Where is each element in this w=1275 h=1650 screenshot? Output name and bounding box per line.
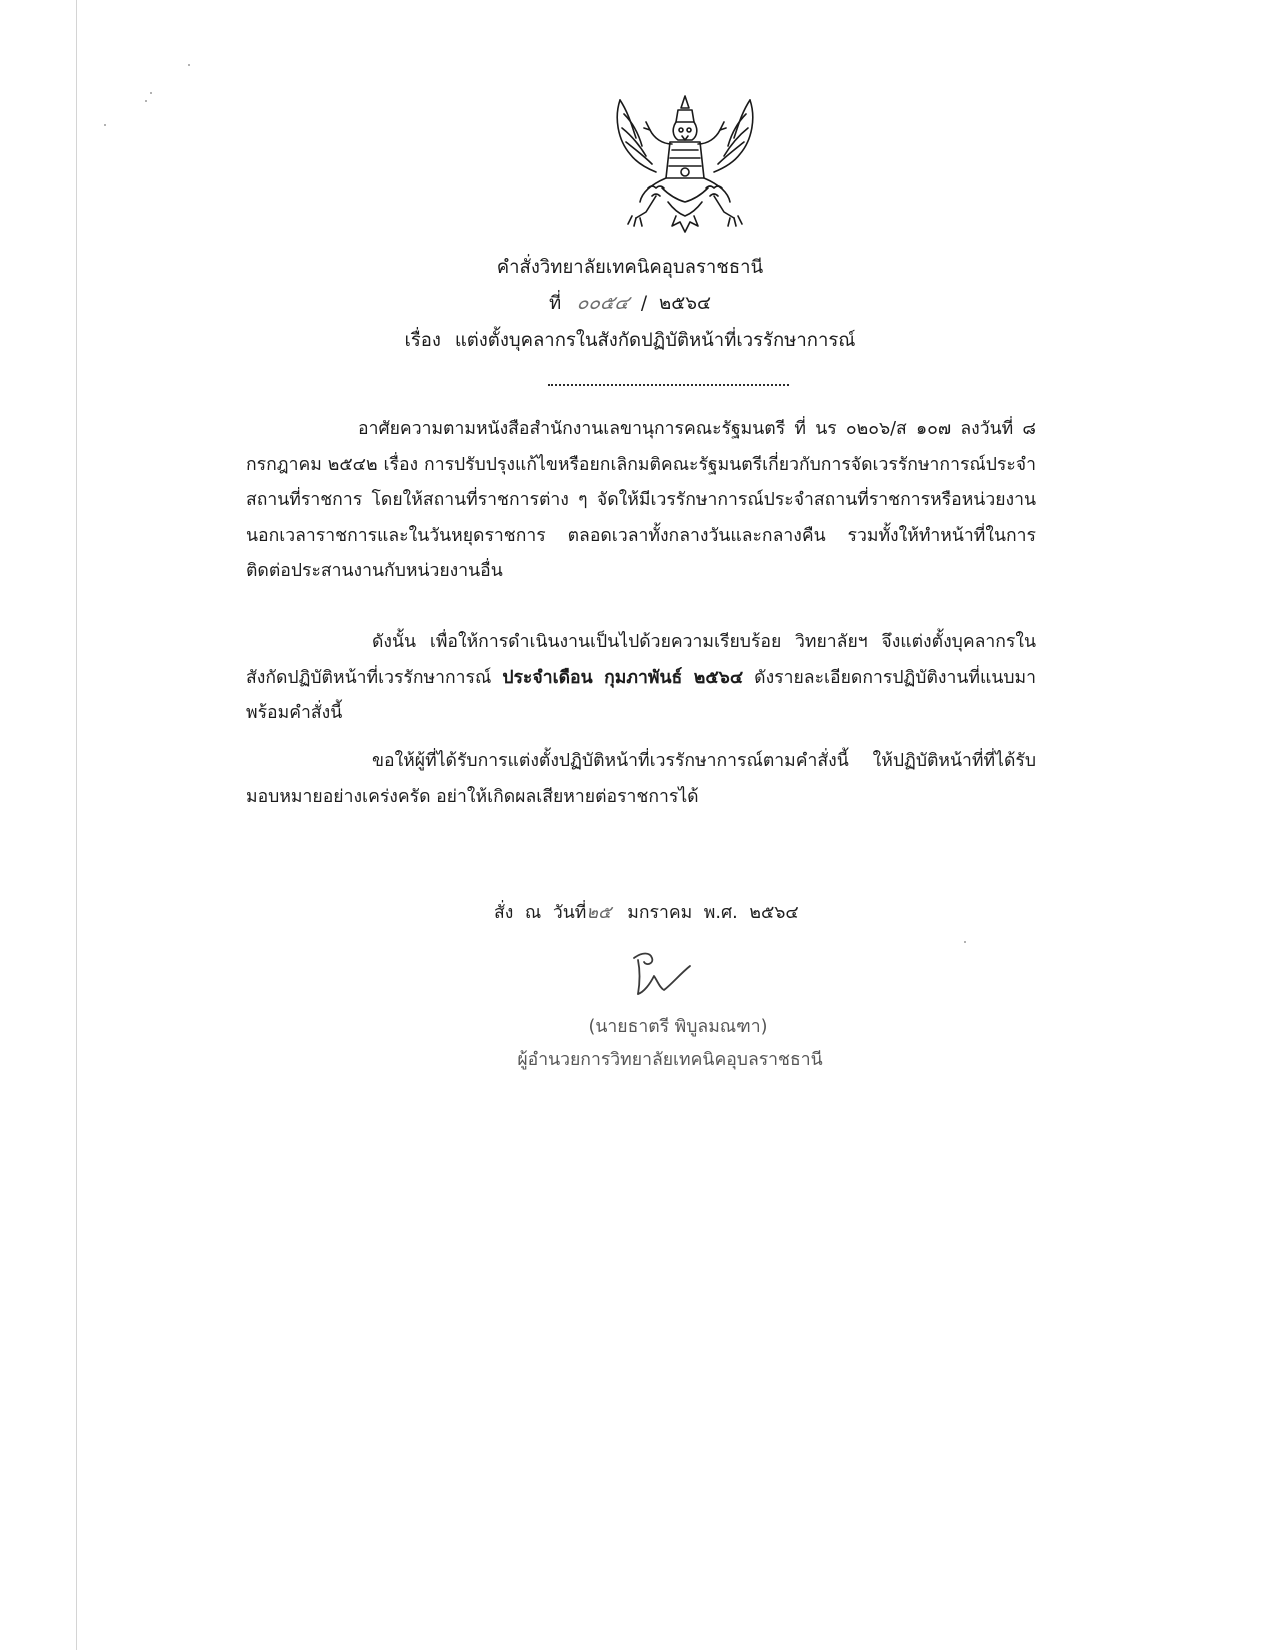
- order-title: คำสั่งวิทยาลัยเทคนิคอุบลราชธานี: [496, 257, 764, 278]
- body-paragraph-1: อาศัยความตามหนังสือสำนักงานเลขานุการคณะรัฐมนตรี ที่ นร ๐๒๐๖/ส ๑๐๗ ลงวันที่ ๘ กรกฎาคม ๒๕๔๒ เรื่อง การปรับปรุงแก้ไขหรือยกเลิกมติคณะรัฐมนตรีเกี่ยวกับการจัดเวรรักษาการณ์ประจำสถานที่ราชการ โดยให้สถานที่ราชการต่าง ๆ จัดให้มีเวรรักษาการณ์ประจำสถานที่ราชการหรือหน่วยงานนอกเวลาราชการและในวันหยุดราชการ ตลอดเวลาทั้งกลางวันและกลางคืน รวมทั้งให้ทำหน้าที่ในการติดต่อประสานงานกับหน่วยงานอื่น: [246, 419, 1036, 582]
- given-month-year: มกราคม พ.ศ. ๒๕๖๔: [627, 903, 799, 923]
- scan-speck: [964, 941, 966, 943]
- body-paragraph-3: ขอให้ผู้ที่ได้รับการแต่งตั้งปฏิบัติหน้าที่เวรรักษาการณ์ตามคำสั่งนี้ ให้ปฏิบัติหน้าที่ที่ได้รับมอบหมายอย่างเคร่งครัด อย่าให้เกิดผลเสียหายต่อราชการได้: [246, 751, 1036, 807]
- body-paragraph-2: [246, 625, 1036, 732]
- subject-text: แต่งตั้งบุคลากรในสังกัดปฏิบัติหน้าที่เวรรักษาการณ์: [454, 330, 856, 351]
- handwritten-signature: [624, 948, 698, 1002]
- garuda-emblem-icon: [612, 92, 758, 244]
- subject-label: เรื่อง: [404, 330, 441, 351]
- scan-speck: [188, 64, 190, 66]
- signer-name: (นายธาตรี พิบูลมณฑา): [588, 1017, 768, 1037]
- scan-speck: [104, 124, 106, 126]
- given-label: สั่ง ณ วันที่: [494, 903, 587, 923]
- paragraph-2-text-end: ดังรายละเอียดการปฏิบัติงานที่แนบมาพร้อมคำสั่งนี้: [246, 667, 1037, 724]
- scan-speck: [150, 92, 152, 94]
- order-number-separator: /: [640, 293, 648, 314]
- dotted-divider: [548, 384, 789, 386]
- paragraph-2-text: ดังนั้น เพื่อให้การดำเนินงานเป็นไปด้วยความเรียบร้อย วิทยาลัยฯ จึงแต่งตั้งบุคลากรในสังกัดปฏิบัติหน้าที่เวรรักษาการณ์: [246, 632, 1036, 688]
- duty-period: ประจำเดือน กุมภาพันธ์ ๒๕๖๔: [502, 667, 744, 688]
- given-day-handwritten: ๒๕: [586, 903, 612, 923]
- scan-edge-line: [76, 0, 77, 1650]
- order-number-label: ที่: [548, 293, 562, 314]
- order-number-year: ๒๕๖๔: [659, 293, 711, 314]
- signer-title: ผู้อำนวยการวิทยาลัยเทคนิคอุบลราชธานี: [517, 1050, 823, 1070]
- scan-speck: [145, 100, 147, 102]
- given-date-line: [494, 900, 799, 926]
- order-subject: [300, 329, 960, 353]
- order-number-handwritten: ๐๐๕๔: [575, 292, 631, 314]
- order-number: [300, 291, 960, 316]
